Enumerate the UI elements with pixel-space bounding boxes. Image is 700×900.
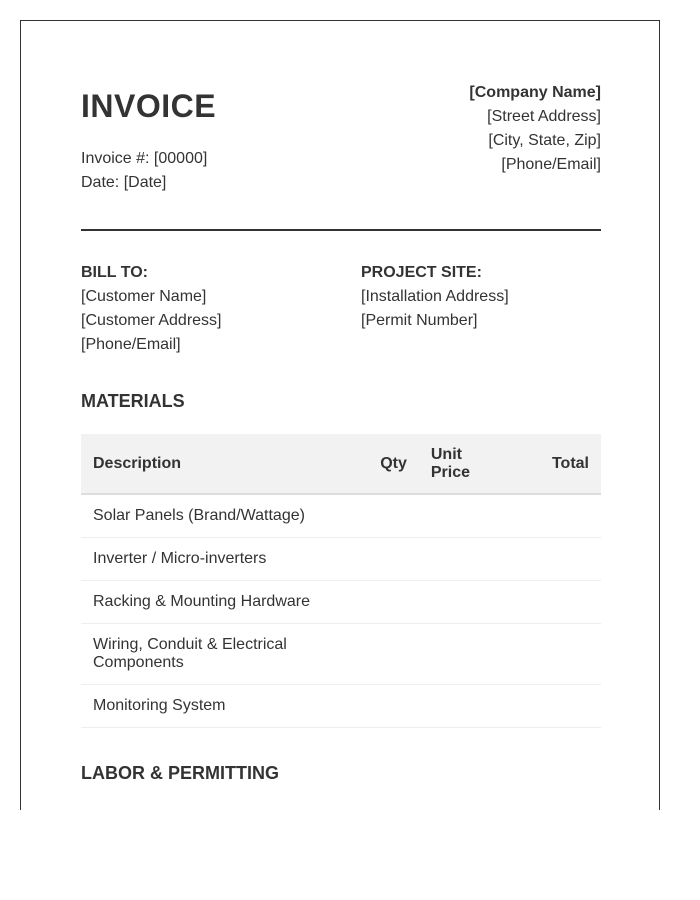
- row-description: Solar Panels (Brand/Wattage): [81, 494, 358, 538]
- row-qty: [358, 538, 417, 581]
- row-unit-price: [417, 538, 506, 581]
- invoice-date: Date: [Date]: [81, 174, 167, 191]
- table-header-row: [81, 434, 601, 494]
- column-header-unit-price: Unit Price: [417, 434, 506, 494]
- project-site-heading: PROJECT SITE:: [361, 264, 482, 281]
- customer-name: [Customer Name]: [81, 288, 207, 305]
- row-unit-price: [417, 494, 506, 538]
- table-row: [81, 494, 601, 538]
- column-header-description: Description: [81, 434, 358, 494]
- invoice-title: INVOICE: [81, 88, 217, 124]
- row-unit-price: [417, 685, 506, 728]
- row-description: Inverter / Micro-inverters: [81, 538, 358, 581]
- row-total: [506, 685, 601, 728]
- materials-table: [81, 434, 601, 728]
- invoice-meta: [81, 147, 207, 195]
- row-description: Monitoring System: [81, 685, 358, 728]
- row-qty: [358, 624, 417, 685]
- table-row: [81, 538, 601, 581]
- company-name: [Company Name]: [469, 84, 601, 101]
- row-qty: [358, 581, 417, 624]
- table-row: [81, 624, 601, 685]
- bill-to-heading: BILL TO:: [81, 264, 148, 281]
- company-contact: [Phone/Email]: [501, 156, 601, 173]
- bill-to-block: [81, 261, 222, 357]
- materials-heading: MATERIALS: [81, 391, 185, 411]
- customer-address: [Customer Address]: [81, 312, 222, 329]
- labor-permitting-heading: LABOR & PERMITTING: [81, 763, 279, 783]
- table-row: [81, 685, 601, 728]
- row-description: Wiring, Conduit & Electrical Components: [81, 624, 358, 685]
- column-header-qty: Qty: [358, 434, 417, 494]
- row-unit-price: [417, 581, 506, 624]
- column-header-total: Total: [506, 434, 601, 494]
- company-street: [Street Address]: [487, 108, 601, 125]
- row-total: [506, 624, 601, 685]
- header-divider: [81, 229, 601, 231]
- project-site-block: [361, 261, 509, 333]
- customer-contact: [Phone/Email]: [81, 336, 181, 353]
- table-row: [81, 581, 601, 624]
- row-qty: [358, 685, 417, 728]
- row-total: [506, 581, 601, 624]
- invoice-number: Invoice #: [00000]: [81, 150, 208, 167]
- installation-address: [Installation Address]: [361, 288, 509, 305]
- row-description: Racking & Mounting Hardware: [81, 581, 358, 624]
- row-unit-price: [417, 624, 506, 685]
- invoice-page: [20, 20, 660, 810]
- row-qty: [358, 494, 417, 538]
- company-city: [City, State, Zip]: [488, 132, 601, 149]
- company-info: [469, 81, 601, 177]
- permit-number: [Permit Number]: [361, 312, 478, 329]
- row-total: [506, 538, 601, 581]
- row-total: [506, 494, 601, 538]
